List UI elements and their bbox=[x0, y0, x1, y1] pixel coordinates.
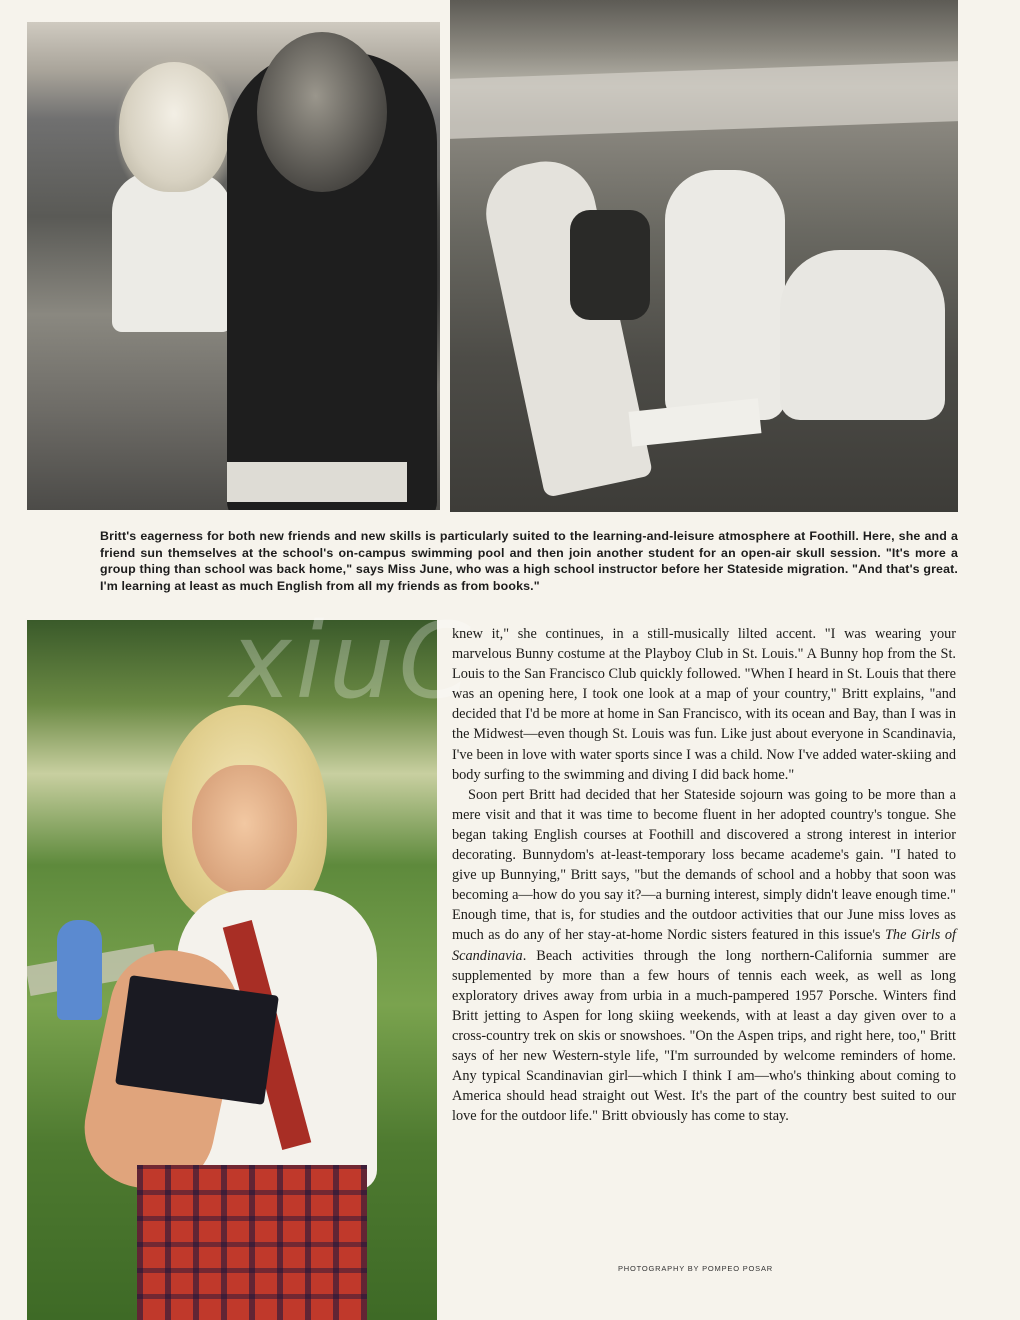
campus-walkway bbox=[450, 61, 958, 139]
photo-poolside-couple bbox=[27, 22, 440, 510]
student-leaning bbox=[780, 250, 945, 420]
body-paragraph-2-part-2: . Beach activities through the long northern-California summer are supplemented by more than a few hours of tennis each week, as well as long exploratory drives away from urbia in a much-pampered 1957 Porsche. Winters find Britt jetting to Aspen for long skiing weekends, with at least a day given over to a cross-country trek on skis or snowshoes. "On the Aspen trips, and right here, too," Britt says of her new Western-style life, "I'm surrounded by welcome reminders of home. Any typical Scandinavian girl—which I think I am—who's thinking about coming to America should head straight out West. It's the part of the country best suited to our love for the outdoor life." Britt obviously has come to stay. bbox=[452, 947, 956, 1125]
photo-credit-text: PHOTOGRAPHY BY POMPEO POSAR bbox=[618, 1264, 773, 1273]
student-reclining bbox=[477, 152, 653, 498]
black-folder bbox=[115, 975, 279, 1105]
watermark: xiuC bbox=[230, 600, 475, 722]
photo-britt-portrait bbox=[27, 620, 437, 1320]
woman-sleeveless-top bbox=[112, 172, 232, 332]
student-dark-shirt bbox=[570, 210, 650, 320]
britt-seated bbox=[665, 170, 785, 420]
body-paragraph-2-part-1: Soon pert Britt had decided that her Stateside sojourn was going to be more than a mere visit and that it was time to become fluent in her adopted country's tongue. She began taking English courses at Foothill and discovered a strong interest in interior decorating. Bunnydom's at-least-temporary loss became academe's gain. "I hated to give up Bunnying," Britt says, "but the demands of school and a hobby that soon was becoming a—how do you say it?—a burning interest, simply didn't leave enough time." Enough time, that is, for studies and the outdoor activities that our June miss loves as much as do any of her stay-at-home Nordic sisters featured in this issue's bbox=[452, 786, 956, 944]
body-paragraph-2 bbox=[452, 785, 956, 1127]
article-body bbox=[452, 624, 956, 1126]
face bbox=[192, 765, 297, 895]
photo-caption: Britt's eagerness for both new friends and new skills is particularly suited to the learning-and-leisure atmosphere at Foothill. Here, she and a friend sun themselves at the school's on-campus swimming pool and then join another student for an open-air skull session. "It's more a group thing than school was back home," says Miss June, who was a high school instructor before her Stateside migration. "And that's great. I'm learning at least as much English from all my friends as from books." bbox=[100, 529, 958, 593]
plaid-skirt bbox=[137, 1165, 367, 1320]
photo-lawn-study-group bbox=[450, 0, 958, 512]
open-book bbox=[629, 398, 762, 446]
man-head bbox=[257, 32, 387, 192]
magazine-feature-title: The Girls of Scandinavia bbox=[452, 927, 956, 964]
body-paragraph-1: knew it," she continues, in a still-musically lilted accent. "I was wearing your marvelous Bunny costume at the Playboy Club in St. Louis." A Bunny hop from the St. Louis to the San Francisco Club quickly followed. "When I heard in St. Louis that there was an opening here, I took one look at a map of your country," Britt explains, "and decided that I'd be more at home in San Francisco, with its ocean and Bay, than I was in the Midwest—even though St. Louis was fun. Like just about everyone in Scandinavia, I've been in love with water sports since I was a child. Now I've added water-skiing and body surfing to the swimming and diving I did back home." bbox=[452, 626, 956, 783]
woman-head bbox=[119, 62, 229, 192]
background-student bbox=[57, 920, 102, 1020]
man-trousers bbox=[227, 462, 407, 502]
photo-credit bbox=[618, 1264, 773, 1273]
